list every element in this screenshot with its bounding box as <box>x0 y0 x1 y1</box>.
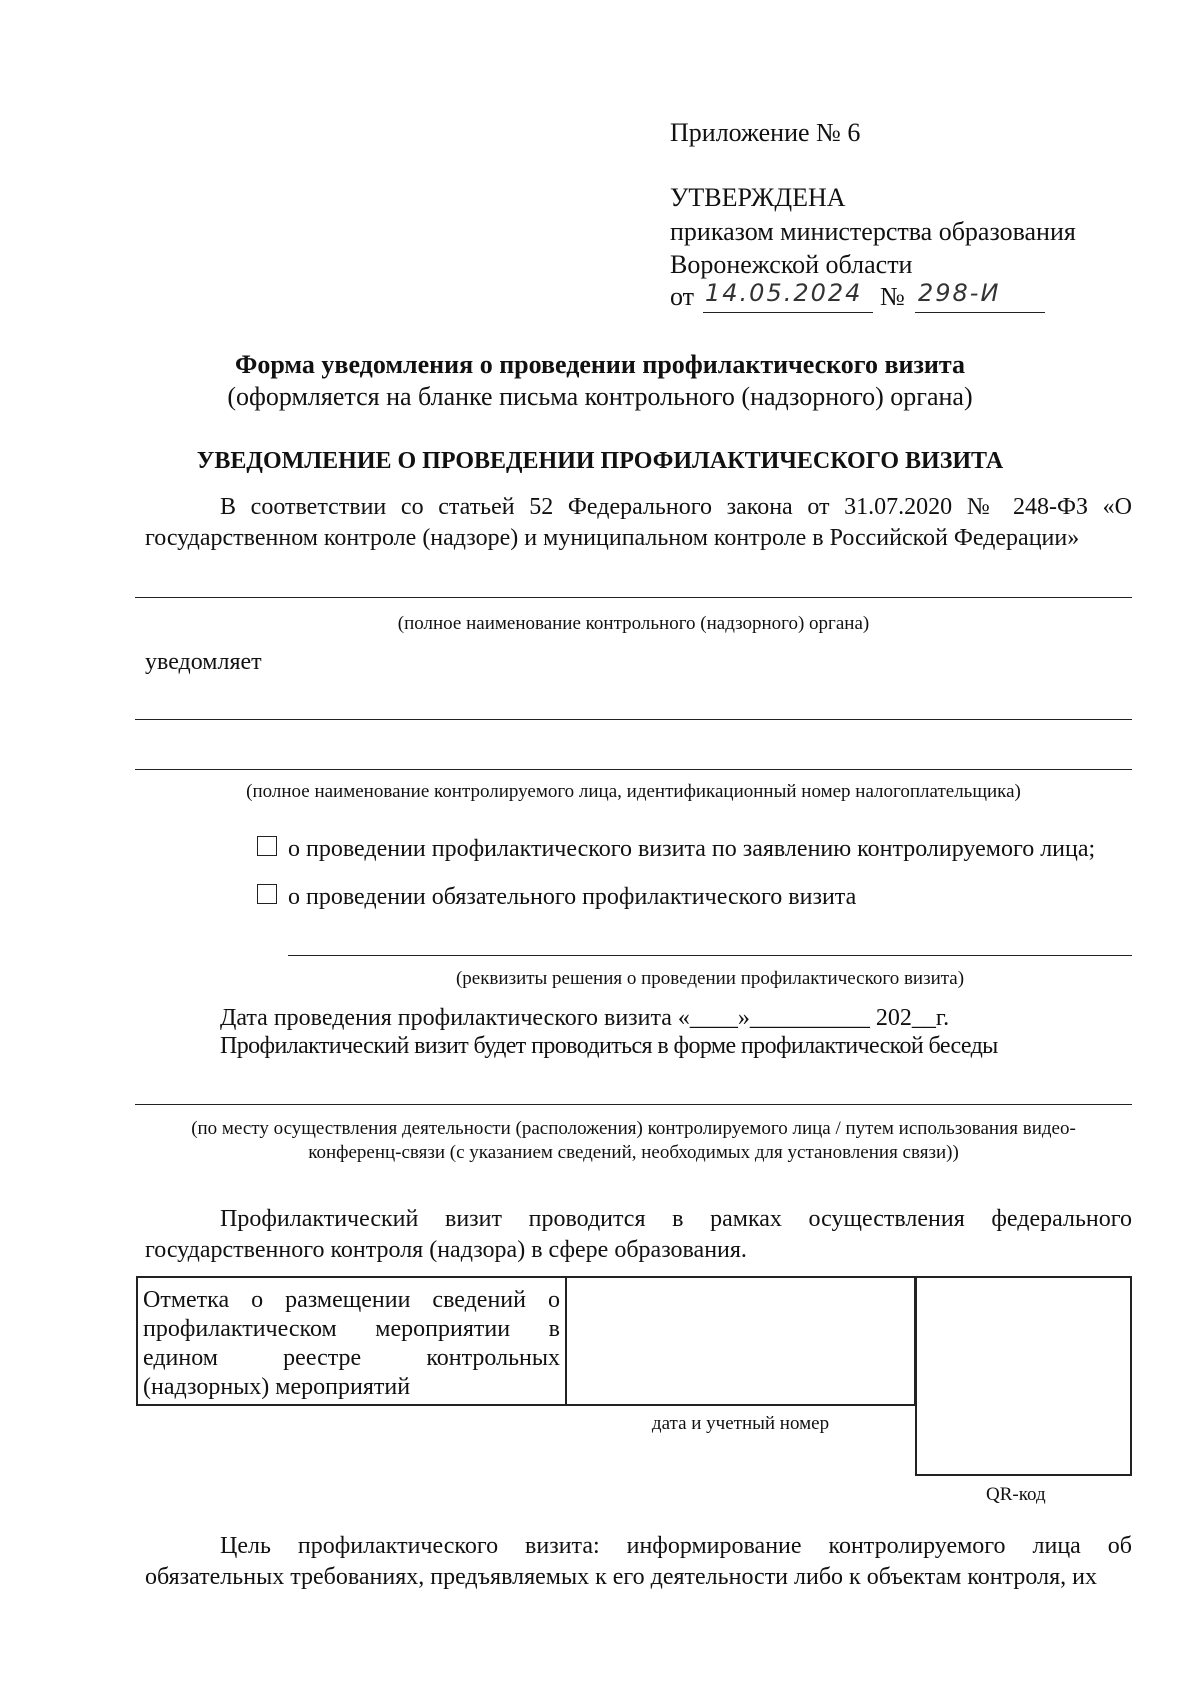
option-by-request-checkbox[interactable] <box>257 836 277 856</box>
order-number-underline <box>915 312 1045 313</box>
place-caption-line-2: конференц-связи (с указанием сведений, необходимых для установления связи)) <box>308 1142 959 1163</box>
registry-label-line-1: Отметка о размещении сведений о <box>143 1287 560 1313</box>
intro-line-1: В соответствии со статьей 52 Федерального закона от 31.07.2020 № 248-ФЗ «О <box>220 494 1132 520</box>
decision-caption: (реквизиты решения о проведении профилактического визита) <box>455 968 965 989</box>
place-blank-line <box>135 1104 1132 1105</box>
registry-label-line-3: едином реестре контрольных <box>143 1345 560 1371</box>
registry-label-line-2: профилактическом мероприятии в <box>143 1316 560 1342</box>
decision-blank-line <box>288 955 1132 956</box>
order-date-handwritten: 14.05.2024 <box>705 279 863 307</box>
date-number-caption: дата и учетный номер <box>651 1413 830 1434</box>
scope-line-2: государственного контроля (надзора) в сфере образования. <box>145 1237 747 1263</box>
place-caption-line-1: (по месту осуществления деятельности (расположения) контролируемого лица / путем использования видео- <box>191 1118 1076 1139</box>
option-mandatory-checkbox[interactable] <box>257 884 277 904</box>
notifies-label: уведомляет <box>145 649 262 675</box>
order-number-handwritten: 298-И <box>918 279 1001 307</box>
registry-label-line-4: (надзорных) мероприятий <box>143 1374 411 1400</box>
form-subtitle: (оформляется на бланке письма контрольного (надзорного) органа) <box>227 382 973 411</box>
registry-table-divider <box>565 1276 567 1406</box>
notice-title: УВЕДОМЛЕНИЕ О ПРОВЕДЕНИИ ПРОФИЛАКТИЧЕСКОГО ВИЗИТА <box>196 448 1004 474</box>
visit-form-line: Профилактический визит будет проводиться в форме профилактической беседы <box>220 1033 998 1059</box>
approved-label: УТВЕРЖДЕНА <box>670 183 846 212</box>
intro-line-2: государственном контроле (надзоре) и муниципальном контроле в Российской Федерации» <box>145 525 1080 551</box>
authority-blank-line <box>135 597 1132 598</box>
purpose-line-2: обязательных требованиях, предъявляемых к его деятельности либо к объектам контроля, их <box>145 1564 1097 1590</box>
order-line-1: приказом министерства образования <box>670 217 1076 246</box>
authority-caption: (полное наименование контрольного (надзорного) органа) <box>397 613 870 634</box>
order-number-prefix: № <box>880 282 905 311</box>
order-line-2: Воронежской области <box>670 250 913 279</box>
order-from-prefix: от <box>670 282 695 311</box>
appendix-number: Приложение № 6 <box>670 118 861 147</box>
option-by-request-label: о проведении профилактического визита по заявлению контролируемого лица; <box>288 836 1096 862</box>
controlled-blank-line-1 <box>135 719 1132 720</box>
controlled-blank-line-2 <box>135 769 1132 770</box>
visit-date-line: Дата проведения профилактического визита «____»__________ 202__г. <box>220 1005 950 1031</box>
option-mandatory-label: о проведении обязательного профилактического визита <box>288 884 857 910</box>
qr-code-caption: QR-код <box>986 1484 1046 1505</box>
scope-line-1: Профилактический визит проводится в рамках осуществления федерального <box>220 1206 1132 1232</box>
purpose-line-1: Цель профилактического визита: информирование контролируемого лица об <box>220 1533 1132 1559</box>
form-title: Форма уведомления о проведении профилактического визита <box>235 350 965 379</box>
qr-code-box <box>915 1276 1132 1476</box>
order-date-underline <box>703 312 873 313</box>
controlled-caption: (полное наименование контролируемого лица, идентификационный номер налогоплательщика) <box>246 781 1021 802</box>
